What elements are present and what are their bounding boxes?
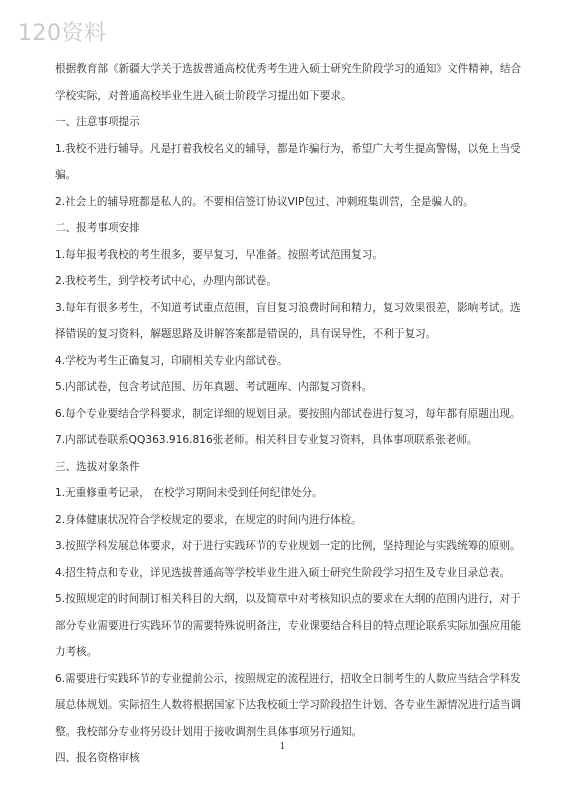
list-item: 1.我校不进行辅导。凡是打着我校名义的辅导，都是诈骗行为，希望广大考生提高警惕，以免上当受骗。: [55, 142, 521, 181]
list-item: 3.每年有很多考生，不知道考试重点范围，盲目复习浪费时间和精力，复习效果很差，影响考试。选择错误的复习资料，解题思路及讲解答案都是错误的，具有误导性，不利于复习。: [55, 301, 521, 340]
list-item: 1.无重修重考记录， 在校学习期间未受到任何纪律处分。: [55, 487, 323, 499]
section-heading-4: 四、报名资格审核: [55, 752, 140, 764]
page-number: 1: [279, 742, 286, 752]
list-item: 6.需要进行实践环节的专业提前公示，按照规定的流程进行，招收全日制考生的人数应当结合学科发展总体规划。实际招生人数将根据国家下达我校硕士学习阶段招生计划、各专业生源情况进行适当调整。我校部分专业将另设计划用于接收调剂生具体事项另行通知。: [55, 672, 522, 738]
list-item: 2.社会上的辅导班都是私人的。不要相信签订协议VIP包过、冲刺班集训营，全是骗人的。: [55, 195, 474, 208]
intro-paragraph: 根据教育部《新疆大学关于选拔普通高校优秀考生进入硕士研究生阶段学习的通知》文件精神，结合学校实际，对普通高校毕业生进入硕士阶段学习提出如下要求。: [55, 63, 522, 102]
list-item: 7.内部试卷联系QQ363.916.816张老师。相关科目专业复习资料，具体事项联系张老师。: [55, 434, 478, 446]
list-item: 4.招生特点和专业，详见选拔普通高等学校毕业生进入硕士研究生阶段学习招生及专业目录总表。: [55, 566, 511, 579]
watermark-logo: 120资料: [18, 21, 107, 46]
list-item: 4.学校为考生正确复习，印刷相关专业内部试卷。: [55, 354, 288, 367]
section-heading-2: 二、报考事项安排: [55, 222, 140, 234]
section-heading-3: 三、选拔对象条件: [55, 460, 140, 473]
document-body: [55, 56, 525, 772]
section-heading-1: 一、注意事项提示: [55, 116, 140, 128]
list-item: 2.身体健康状况符合学校规定的要求，在规定的时间内进行体检。: [55, 513, 362, 526]
list-item: 2.我校考生，到学校考试中心，办理内部试卷。: [55, 275, 277, 287]
list-item: 5.按照规定的时间制订相关科目的大纲，以及简章中对考核知识点的要求在大纲的范围内进行，对于部分专业需要进行实践环节的需要特殊说明备注，专业课要结合科目的特点理论联系实际加强应用能力考核。: [55, 593, 522, 658]
list-item: 6.每个专业要结合学科要求，制定详细的规划目录。要按照内部试卷进行复习，每年都有原题出现。: [55, 407, 521, 420]
list-item: 5.内部试卷，包含考试范围、历年真题、考试题库、内部复习资料。: [55, 381, 373, 393]
list-item: 1.每年报考我校的考生很多，要早复习，早准备。按照考试范围复习。: [55, 248, 383, 261]
list-item: 3.按照学科发展总体要求，对于进行实践环节的专业规划一定的比例，坚持理论与实践统筹的原则。: [55, 540, 521, 552]
